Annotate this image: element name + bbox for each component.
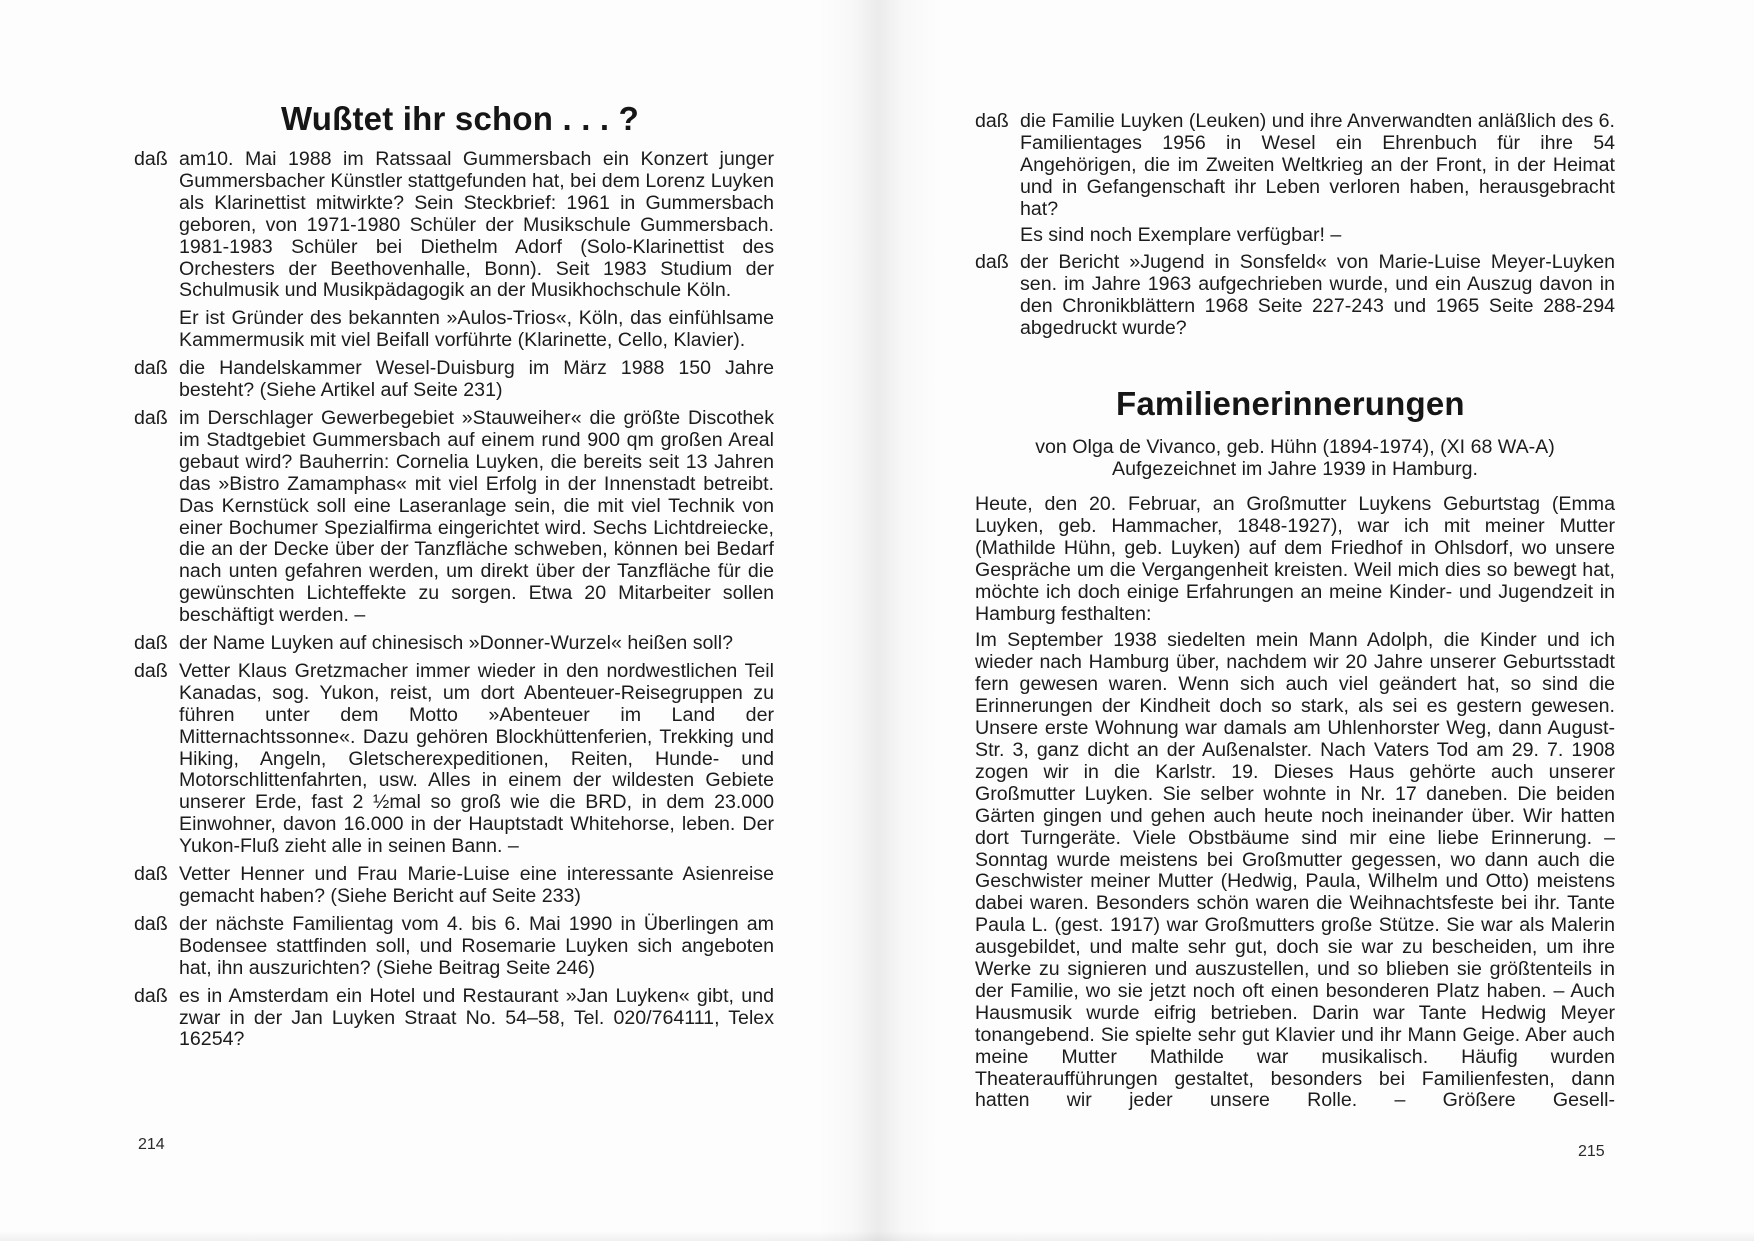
entry-body [179,408,774,627]
entry-paragraph: der nächste Familientag vom 4. bis 6. Mai 1990 in Überlingen am Bodensee stattfinden soll, und Rosemarie Luyken sich angeboten hat, ihn auszurichten? (Siehe Beitrag Seite 246) [179,912,774,979]
entry-paragraph: der Name Luyken auf chinesisch »Donner-Wurzel« heißen soll? [179,632,733,655]
entry-paragraph: am10. Mai 1988 im Ratssaal Gummersbach ein Konzert junger Gummersbacher Künstler stattgefunden hat, bei dem Lorenz Luyken als Klarinettist mitwirkte? Sein Steckbrief: 1961 in Gummersbach geboren, von 1971-1980 Schüler der Musikschule Gummersbach. 1981-1983 Schüler bei Diethelm Adorf (Solo-Klarinettist des Orchesters der Beethovenhalle, Bonn). Seit 1983 Studium der Schulmusik und Musikpädagogik an der Musikhochschule Köln. [179,148,774,302]
entry-yukon [134,661,774,858]
entry-prefix: daß [134,148,168,170]
entry-asienreise [134,864,774,908]
byline [975,436,1615,480]
page-bottom-shadow [0,1231,1754,1241]
byline-date: Aufgezeichnet im Jahre 1939 in Hamburg. [1112,458,1478,480]
entry-body [1020,111,1615,246]
entry-amsterdam [134,986,774,1052]
left-page-number: 214 [138,1136,165,1153]
entry-body [179,986,774,1052]
entry-body [179,633,774,655]
entry-discothek [134,408,774,627]
entry-prefix: daß [975,110,1009,132]
entry-paragraph: Vetter Henner und Frau Marie-Luise eine interessante Asienreise gemacht haben? (Siehe Bericht auf Seite 233) [179,863,774,907]
entry-sonsfeld [975,252,1615,340]
article-body [975,494,1615,1117]
entry-paragraph: es in Amsterdam ein Hotel und Restaurant »Jan Luyken« gibt, und zwar in der Jan Luyken Straat No. 54–58, Tel. 020/764111, Telex 16254? [179,984,774,1051]
entry-paragraph: die Familie Luyken (Leuken) und ihre Anverwandten anläßlich des 6. Familientages 1956 in Wesel ein Ehrenbuch für ihre 54 Angehörigen, die im Zweiten Weltkrieg an der Front, in der Heimat und in Gefangenschaft ihr Leben verloren haben, herausgebracht hat? [1020,110,1615,220]
entry-prefix: daß [134,406,168,429]
right-page-entries [975,111,1615,346]
entry-paragraph: Es sind noch Exemplare verfügbar! – [1020,223,1342,246]
article-paragraph: Im September 1938 siedelten mein Mann Adolph, die Kinder und ich wieder nach Hamburg über, nachdem wir 20 Jahre unserer Geburtsstadt fern gewesen waren. Wenn sich auch viel geändert hat, so sind die Erinnerungen der Kindheit doch so stark, als sei es gestern gewesen. Unsere erste Wohnung war damals am Uhlenhorster Weg, dann August-Str. 3, ganz dicht an der Außenalster. Nach Vaters Tod am 29. 7. 1908 zogen wir in die Karlstr. 19. Dieses Haus gehörte auch unserer Großmutter Luyken. Sie selber wohnte in Nr. 17 daneben. Die beiden Gärten gingen und gehen auch heute noch ineinander über. Wir hatten dort Turngeräte. Viele Obstbäume sind mir eine liebe Erinnerung. – Sonntag wurde meistens bei Großmutter gegessen, wo dann auch die Geschwister meiner Mutter (Hedwig, Paula, Wilhelm und Otto) meistens dabei waren. Besonders schön waren die Weihnachtsfeste bei ihr. Tante Paula L. (gest. 1917) war Großmutters große Stütze. Sie war als Malerin ausgebildet, und malte sehr gut, doch sie war zu bescheiden, um ihre Werke zu signieren und auszustellen, und so blieben sie größtenteils in der Familie, wo sie jetzt noch oft einen besonderen Platz haben. – Auch Hausmusik wurde eifrig betrieben. Darin war Tante Hedwig Meyer tonangebend. Sie spielte sehr gut Klavier und ihr Mann Geige. Aber auch meine Mutter Mathilde war musikalisch. Häufig wurden Theateraufführungen gestaltet, besonders bei Familienfesten, dann hatten wir jeder unsere Rolle. – Größere Gesell- [975,629,1615,1112]
entry-prefix: daß [975,251,1009,274]
entry-prefix: daß [134,659,168,682]
entry-handelskammer [134,358,774,402]
entry-body [1020,252,1615,340]
entry-body [179,914,774,980]
entry-paragraph: der Bericht »Jugend in Sonsfeld« von Marie-Luise Meyer-Luyken sen. im Jahre 1963 aufgechrieben wurde, und ein Auszug davon in den Chronikblättern 1968 Seite 227-243 und 1965 Seite 288-294 abgedruckt wurde? [1020,251,1615,340]
entry-prefix: daß [134,357,168,380]
entry-body [179,661,774,858]
entry-body [179,149,774,352]
entry-paragraph: im Derschlager Gewerbegebiet »Stauweiher« die größte Discothek im Stadtgebiet Gummersbach auf einem rund 900 qm großen Areal gebaut wird? Bauherrin: Cornelia Luyken, die bereits seit 13 Jahren das »Bistro Zamamphas« mit viel Erfolg in der Innenstadt betreibt. Das Kernstück soll eine Laseranlage sein, die mit viel Technik von einer Bochumer Spezialfirma eingerichtet wird. Sechs Lichtdreiecke, die an der Decke über der Tanzfläche schweben, können bei Bedarf nach unten gefahren werden, um direkt über der Tanzfläche für die gewünschten Lichteffekte zu sorgen. Etwa 20 Mitarbeiter sollen beschäftigt werden. – [179,406,774,627]
entry-prefix: daß [134,912,168,935]
byline-author: von Olga de Vivanco, geb. Hühn (1894-1974), (XI 68 WA-A) [1035,436,1555,458]
section-title: Familienerinnerungen [1116,385,1465,422]
entry-prefix: daß [134,863,168,886]
entry-prefix: daß [134,984,168,1007]
entry-paragraph: die Handelskammer Wesel-Duisburg im März 1988 150 Jahre besteht? (Siehe Artikel auf Seite 231) [179,357,774,402]
entry-konzert [134,149,774,352]
left-page-entries [134,149,774,1057]
entry-paragraph: Vetter Klaus Gretzmacher immer wieder in den nordwestlichen Teil Kanadas, sog. Yukon, reist, um dort Abenteuer-Reisegruppen zu führen unter dem Motto »Abenteuer im Land der Mitternachtssonne«. Dazu gehören Blockhüttenferien, Trekking und Hiking, Angeln, Gletscherexpeditionen, Reiten, Hunde- und Motorschlittenfahrten, usw. Alles in einem der wildesten Gebiete unserer Erde, fast 2 ½mal so groß wie die BRD, in dem 23.000 Einwohner, davon 16.000 in der Hauptstadt Whitehorse, leben. Der Yukon-Fluß zieht alle in seinen Bann. – [179,659,774,858]
article-paragraph: Heute, den 20. Februar, an Großmutter Luykens Geburtstag (Emma Luyken, geb. Hammacher, 1848-1927), war ich mit meiner Mutter (Mathilde Hühn, geb. Luyken) auf dem Friedhof in Ohlsdorf, wo unsere Gespräche um die Vergangenheit kreisten. Weil mich dies so bewegt hat, möchte ich doch einige Erfahrungen an meine Kinder- und Jugendzeit in Hamburg festhalten: [975,493,1615,625]
entry-familientag [134,914,774,980]
entry-paragraph: Er ist Gründer des bekannten »Aulos-Trios«, Köln, das einfühlsame Kammermusik mit viel Beifall vorführte (Klarinette, Cello, Klavier). [179,307,774,352]
entry-prefix: daß [134,632,168,655]
entry-ehrenbuch [975,111,1615,246]
entry-body [179,864,774,908]
right-page-number: 215 [1578,1143,1605,1160]
entry-donner-wurzel [134,633,774,655]
entry-body [179,358,774,402]
left-page-title: Wußtet ihr schon . . . ? [281,100,640,137]
